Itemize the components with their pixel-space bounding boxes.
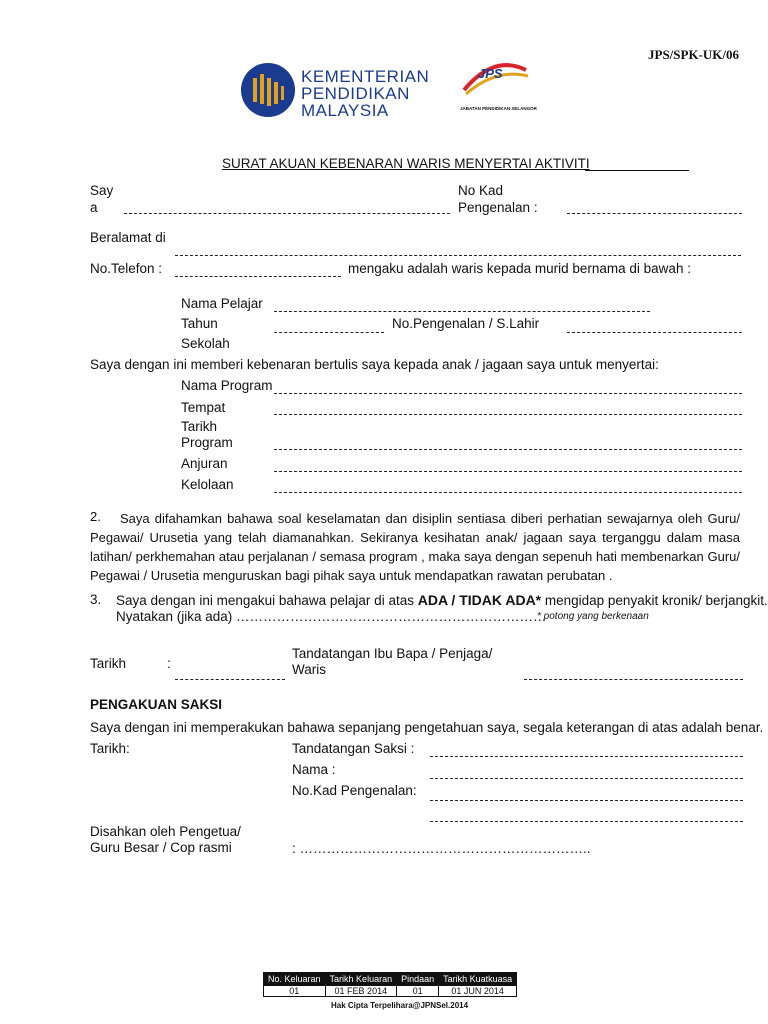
potong-note: * potong yang berkenaan — [537, 611, 649, 622]
jps-logo — [454, 60, 536, 120]
issue-value-cell: 01 JUN 2014 — [439, 986, 517, 997]
kpm-name — [301, 68, 429, 119]
nokad-field[interactable] — [567, 213, 742, 214]
nama-pelajar-field[interactable] — [274, 311, 650, 312]
kpm-logo — [240, 62, 296, 121]
ttd-waris-field[interactable] — [524, 679, 743, 680]
para2-number: 2. — [90, 509, 101, 524]
nyatakan-text: Nyatakan (jika ada) …………………………………………………………… — [116, 609, 547, 624]
kpm-emblem-icon — [240, 62, 296, 118]
title-underline — [585, 170, 689, 171]
alamat-field[interactable] — [175, 255, 741, 256]
issue-table-header — [264, 973, 517, 986]
para2-text: Saya difahamkan bahawa soal keselamatan dan disiplin sentiasa diberi perhatian sewajarnya oleh Guru/ Pegawai/ Urusetia yang telah diamanahkan. Sekiranya kesihatan anak/ jagaan saya terganggu dalam masa latihan/ perkhemahan atau perjalanan / semasa program , maka saya dengan sepenuh hati membenarkan Guru/ Pegawai / Urusetia menguruskan bagi pihak saya untuk mendapatkan rawatan perubatan . — [90, 511, 740, 583]
kpm-line-2: PENDIDIKAN — [301, 84, 410, 103]
telefon-label: No.Telefon : — [90, 261, 163, 276]
issue-header-cell: Pindaan — [397, 973, 439, 986]
ttd-waris-label: Tandatangan Ibu Bapa / Penjaga/ — [292, 646, 493, 661]
sekolah-label: Sekolah — [181, 336, 230, 351]
disahkan-label-cont: Guru Besar / Cop rasmi — [90, 840, 232, 855]
tarikh-field[interactable] — [175, 679, 285, 680]
disahkan-field[interactable]: : ……………………………………………………….. — [292, 841, 591, 856]
saksi-nokad-field[interactable] — [430, 800, 743, 801]
document-title: SURAT AKUAN KEBENARAN WARIS MENYERTAI AKTIVITI — [222, 156, 590, 171]
issue-table — [263, 972, 517, 997]
saksi-ttd-label: Tandatangan Saksi : — [292, 741, 415, 756]
disahkan-label: Disahkan oleh Pengetua/ — [90, 824, 241, 839]
issue-value-cell: 01 FEB 2014 — [325, 986, 397, 997]
issue-header-cell: Tarikh Keluaran — [325, 973, 397, 986]
alamat-label: Beralamat di — [90, 230, 166, 245]
para3-number: 3. — [90, 592, 102, 607]
document-code: JPS/SPK-UK/06 — [648, 47, 740, 62]
issue-table-row — [264, 986, 517, 997]
tarikh-label: Tarikh — [90, 656, 127, 671]
jps-caption: JABATAN PENDIDIKAN SELANGOR — [460, 106, 537, 111]
kelolaan-label: Kelolaan — [181, 477, 234, 492]
issue-header-cell: Tarikh Kuatkuasa — [439, 973, 517, 986]
tarikh-colon: : — [167, 656, 171, 671]
issue-header-cell: No. Keluaran — [264, 973, 326, 986]
tarikh-program-label-cont: Program — [181, 435, 233, 450]
nama-program-field[interactable] — [274, 393, 742, 394]
para3-pre: Saya dengan ini mengakui bahawa pelajar di atas — [116, 593, 418, 608]
saksi-tarikh-label: Tarikh: — [90, 741, 130, 756]
noic-slahir-label: No.Pengenalan / S.Lahir — [392, 316, 540, 331]
saya-label: Say — [90, 183, 114, 198]
saksi-nama-label: Nama : — [292, 762, 336, 777]
tahun-field[interactable] — [274, 332, 384, 333]
mengaku-text: mengaku adalah waris kepada murid bernama di bawah : — [348, 261, 691, 276]
kpm-line-1: KEMENTERIAN — [301, 67, 430, 86]
tempat-label: Tempat — [181, 400, 226, 415]
tarikh-program-label: Tarikh — [181, 419, 218, 434]
jps-badge-text: JPS — [478, 66, 503, 81]
nokad-label-cont: Pengenalan : — [458, 200, 538, 215]
para3-text — [116, 592, 768, 608]
para3-post: mengidap penyakit kronik/ berjangkit. — [541, 593, 768, 608]
kebenaran-text: Saya dengan ini memberi kebenaran bertulis saya kepada anak / jagaan saya untuk menyertai: — [90, 357, 659, 372]
anjuran-label: Anjuran — [181, 456, 228, 471]
tempat-field[interactable] — [274, 414, 742, 415]
kelolaan-field[interactable] — [274, 492, 742, 493]
nama-program-label: Nama Program — [181, 378, 273, 393]
issue-value-cell: 01 — [264, 986, 326, 997]
noic-slahir-field[interactable] — [567, 332, 742, 333]
kpm-line-3: MALAYSIA — [301, 101, 389, 120]
telefon-field[interactable] — [175, 276, 341, 277]
saya-label-cont: a — [90, 200, 98, 215]
ttd-waris-label-cont: Waris — [292, 662, 326, 677]
saksi-nama-field[interactable] — [430, 778, 743, 779]
nama-pelajar-label: Nama Pelajar — [181, 296, 263, 311]
issue-value-cell: 01 — [397, 986, 439, 997]
para3-bold: ADA / TIDAK ADA* — [417, 592, 542, 608]
saksi-nokad-label: No.Kad Pengenalan: — [292, 783, 417, 798]
saksi-extra-field[interactable] — [430, 821, 743, 822]
tarikh-program-field[interactable] — [274, 449, 742, 450]
saksi-ttd-field[interactable] — [430, 756, 743, 757]
copyright-text: Hak Cipta Terpelihara@JPNSel.2014 — [331, 1001, 469, 1010]
saksi-heading: PENGAKUAN SAKSI — [90, 697, 223, 712]
saya-field[interactable] — [124, 213, 450, 214]
saksi-text: Saya dengan ini memperakukan bahawa sepanjang pengetahuan saya, segala keterangan di atas adalah benar. — [90, 720, 764, 735]
tahun-label: Tahun — [181, 316, 218, 331]
anjuran-field[interactable] — [274, 471, 742, 472]
nokad-label: No Kad — [458, 183, 504, 198]
